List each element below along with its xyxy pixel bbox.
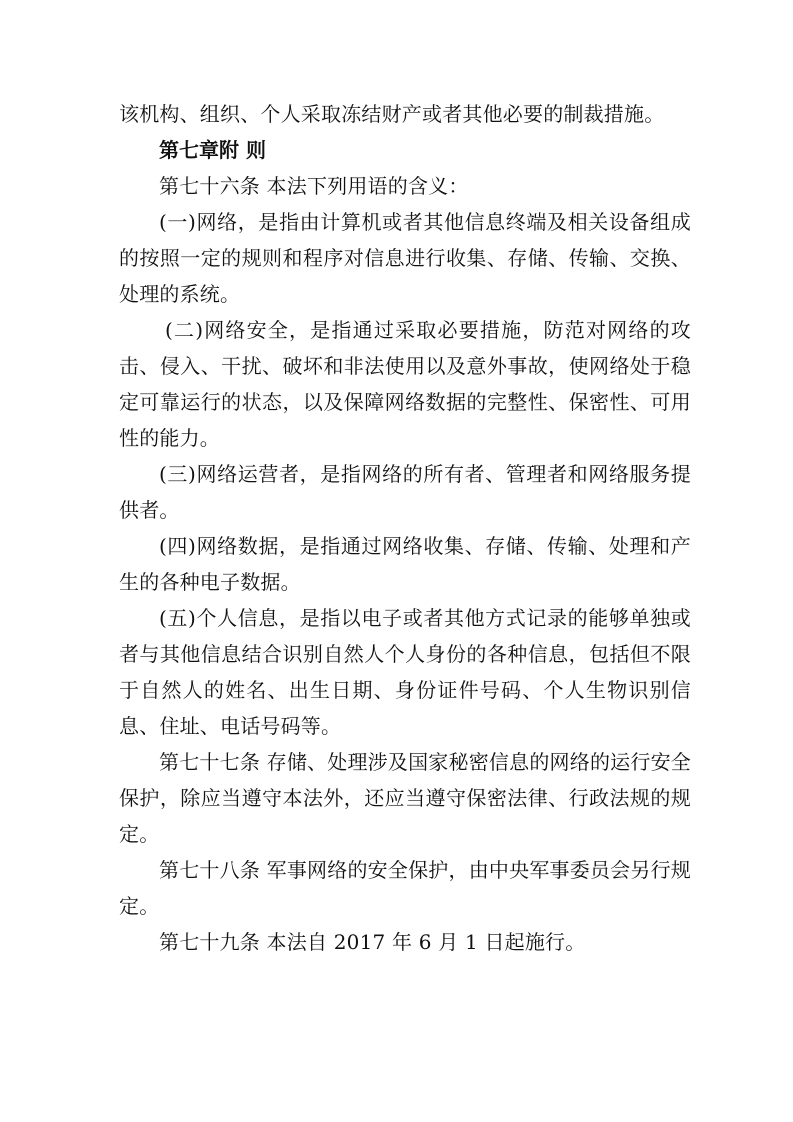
- definition-personal-information: (五)个人信息，是指以电子或者其他方式记录的能够单独或者与其他信息结合识别自然人个人身份的各种信息，包括但不限于自然人的姓名、出生日期、身份证件号码、个人生物识别信息、住址、电话号码等。: [119, 606, 691, 738]
- chapter-heading: 第七章附 则: [159, 138, 266, 162]
- definition-network-security: (二)网络安全，是指通过采取必要措施，防范对网络的攻击、侵入、干扰、破坏和非法使用以及意外事故，使网络处于稳定可靠运行的状态，以及保障网络数据的完整性、保密性、可用性的能力。: [119, 318, 691, 450]
- article-77: 第七十七条 存储、处理涉及国家秘密信息的网络的运行安全保护，除应当遵守本法外，还应当遵守保密法律、行政法规的规定。: [119, 750, 691, 846]
- article-76: 第七十六条 本法下列用语的含义：: [159, 174, 469, 198]
- article-78: 第七十八条 军事网络的安全保护，由中央军事委员会另行规定。: [119, 858, 691, 918]
- definition-network-operator: (三)网络运营者，是指网络的所有者、管理者和网络服务提供者。: [119, 462, 691, 522]
- article-79: 第七十九条 本法自 2017 年 6 月 1 日起施行。: [159, 930, 586, 954]
- document-body: [119, 96, 691, 960]
- definition-network: (一)网络，是指由计算机或者其他信息终端及相关设备组成的按照一定的规则和程序对信息进行收集、存储、传输、交换、处理的系统。: [119, 210, 691, 306]
- definition-network-data: (四)网络数据，是指通过网络收集、存储、传输、处理和产生的各种电子数据。: [119, 534, 691, 594]
- paragraph-continuation: 该机构、组织、个人采取冻结财产或者其他必要的制裁措施。: [119, 102, 665, 126]
